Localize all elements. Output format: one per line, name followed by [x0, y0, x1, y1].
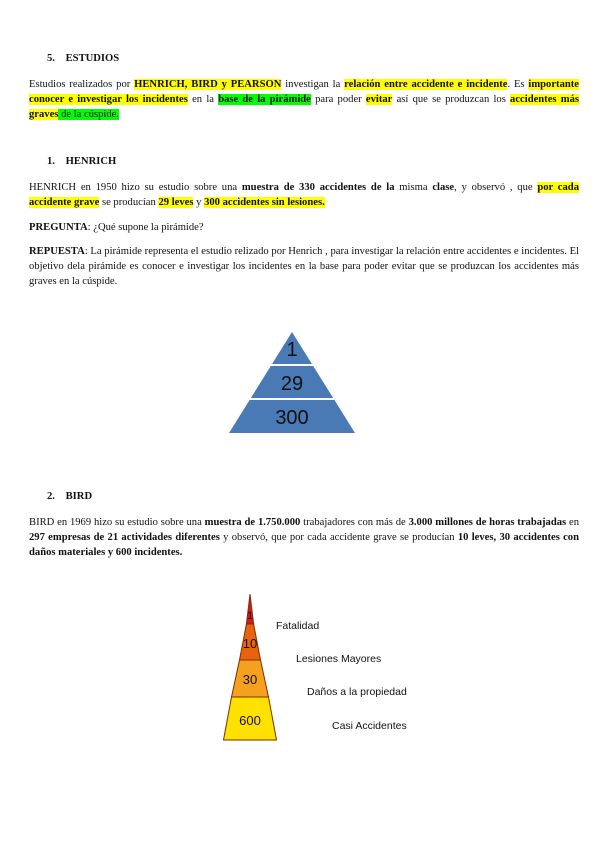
- henrich-paragraph: [29, 180, 579, 210]
- henrich-question: [29, 220, 579, 235]
- pyramid-level-3: 300: [275, 407, 309, 429]
- pyramid-label-1: Fatalidad: [276, 620, 320, 632]
- text-run: investigan la: [281, 79, 345, 90]
- answer-label: REPUESTA: [29, 246, 85, 257]
- heading-text: HENRICH: [65, 156, 117, 167]
- bold-sample: muestra de 330 accidentes de la: [241, 182, 395, 193]
- highlight-relation: relación entre accidente e incidente: [344, 79, 508, 90]
- question-label: PREGUNTA: [29, 222, 88, 233]
- pyramid-level-2: 29: [280, 373, 304, 395]
- highlight-grave: por cada accidente grave: [29, 182, 579, 208]
- pyramid-value-1: 1: [246, 610, 254, 622]
- text-run: trabajadores con más de: [300, 517, 409, 528]
- bold-sample: muestra de 1.750.000: [204, 517, 301, 528]
- text-run: Estudios realizados por: [29, 79, 135, 90]
- highlight-authors: HENRICH, BIRD y PEARSON: [134, 79, 282, 90]
- bird-paragraph: [29, 515, 579, 560]
- text-run: para poder: [310, 94, 366, 105]
- question-text: : ¿Qué supone la pirámide?: [87, 222, 204, 233]
- heading-text: ESTUDIOS: [65, 53, 120, 64]
- section-heading-henrich: [47, 156, 116, 167]
- text-run: . Es: [507, 79, 529, 90]
- text-run: en la: [187, 94, 219, 105]
- highlight-leves: 29 leves: [158, 197, 194, 208]
- pyramid-label-4: Casi Accidentes: [332, 720, 407, 732]
- bird-pyramid: [155, 586, 440, 752]
- text-run: en: [566, 517, 579, 528]
- pyramid-value-4: 600: [239, 713, 261, 728]
- text-run: BIRD en 1969 hizo su estudio sobre una: [29, 517, 205, 528]
- text-run: y: [193, 197, 205, 208]
- text-run: HENRICH en 1950 hizo su estudio sobre una: [29, 182, 242, 193]
- text-run: se producían: [99, 197, 159, 208]
- highlight-sin-lesiones: 300 accidentes sin lesiones.: [204, 197, 325, 208]
- highlight-cuspide: de la cúspide.: [58, 109, 120, 120]
- bold-hours: 3.000 millones de horas trabajadas: [408, 517, 567, 528]
- highlight-importance: importante conocer e investigar los incidentes: [29, 79, 579, 105]
- pyramid-label-3: Daños a la propiedad: [307, 686, 407, 698]
- pyramid-level-1: 1: [286, 339, 298, 361]
- henrich-pyramid: [229, 332, 355, 434]
- highlight-evitar: evitar: [365, 94, 393, 105]
- section-heading-bird: [47, 491, 92, 502]
- pyramid-value-3: 30: [242, 672, 258, 687]
- bold-companies: 297 empresas de 21 actividades diferentes: [29, 532, 220, 543]
- bold-clase: clase: [432, 182, 455, 193]
- heading-number: 5.: [47, 53, 55, 64]
- henrich-answer: [29, 244, 579, 289]
- bold-results: 10 leves, 30 accidentes con daños materiales y 600 incidentes.: [29, 532, 579, 558]
- section-heading-estudios: [47, 53, 119, 64]
- text-run: así que se produzcan los: [392, 94, 511, 105]
- highlight-accidents: accidentes más graves: [29, 94, 579, 120]
- heading-number: 2.: [47, 491, 55, 502]
- text-run: y observó, que por cada accidente grave se producían: [219, 532, 458, 543]
- intro-paragraph: [29, 77, 579, 122]
- pyramid-value-2: 10: [242, 636, 258, 651]
- text-run: , y observó , que: [454, 182, 538, 193]
- heading-text: BIRD: [65, 491, 93, 502]
- text-run: misma: [394, 182, 433, 193]
- heading-number: 1.: [47, 156, 55, 167]
- answer-text: : La pirámide representa el estudio relizado por Henrich , para investigar la relación entre accidentes e incidentes. El objetivo dela pirámide es conocer e investigar los incidentes en la base para poder evitar que se produzcan los accidentes más graves en la cúspide.: [29, 246, 579, 287]
- pyramid-label-2: Lesiones Mayores: [296, 653, 382, 665]
- highlight-base: base de la pirámide: [218, 94, 311, 105]
